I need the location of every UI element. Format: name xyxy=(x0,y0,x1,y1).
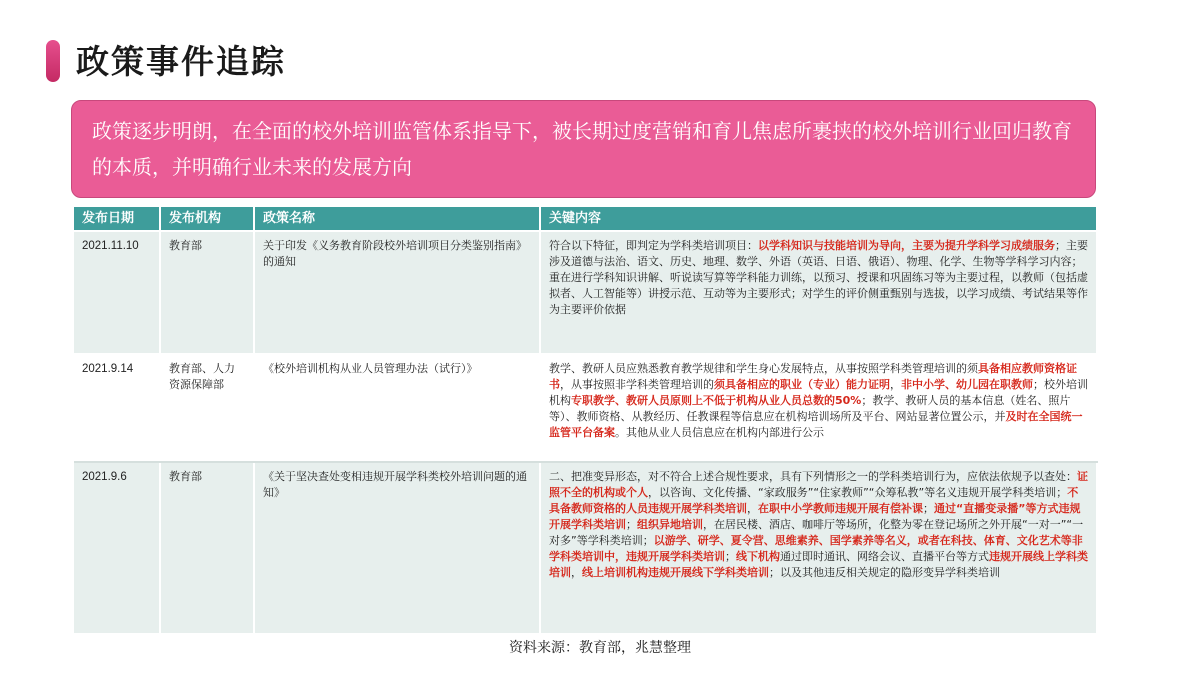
highlighted-text: 通过“直播变录播”等方式违规开展学科类培训 xyxy=(549,502,1081,531)
highlighted-text: 在职中小学教师违规开展有偿补课 xyxy=(758,502,923,515)
table-row xyxy=(74,354,1097,462)
content-text: ，在居民楼、酒店、咖啡厅等场所，化整为零在登记场所之外开展“一对一”“一对多”等学科类培训； xyxy=(549,518,1084,547)
highlighted-text: 具备相应教师资格证书 xyxy=(549,362,1077,391)
cell-policy-name: 《关于坚决查处变相违规开展学科类校外培训问题的通知》 xyxy=(254,462,540,634)
highlighted-text: 线下机构 xyxy=(736,550,780,563)
content-text: 二、把准变异形态，对不符合上述合规性要求，具有下列情形之一的学科类培训行为，应依法依规予以查处： xyxy=(549,470,1077,483)
highlighted-text: 组织异地培训 xyxy=(637,518,703,531)
cell-date: 2021.9.6 xyxy=(74,462,160,634)
content-text: ；主要涉及道德与法治、语文、历史、地理、数学、外语（英语、日语、俄语）、物理、化学、生物等学科学习内容；重在进行学科知识讲解、听说读写算等学科能力训练，以预习、授课和巩固练习等为主要过程，以教师（包括虚拟者、人工智能等）讲授示范、互动等为主要形式；对学生的评价侧重甄别与选拔，以学习成绩、考试结果等作为主要评价依据 xyxy=(549,239,1088,316)
table-row xyxy=(74,231,1097,354)
highlighted-text: 以游学、研学、夏令营、思维素养、国学素养等名义，或者在科技、体育、文化艺术等非学科类培训中，违规开展学科类培训 xyxy=(549,534,1083,563)
source-note: 资料来源：教育部，兆慧整理 xyxy=(509,640,691,656)
highlighted-text: 专职教学、教研人员原则上不低于机构从业人员总数的50% xyxy=(571,394,862,407)
cell-date: 2021.11.10 xyxy=(74,231,160,354)
cell-agency: 教育部 xyxy=(160,231,254,354)
title-accent-bar xyxy=(46,40,60,82)
column-header-date: 发布日期 xyxy=(74,207,160,231)
highlighted-text: 须具备相应的职业（专业）能力证明 xyxy=(714,378,890,391)
content-text: 符合以下特征，即判定为学科类培训项目： xyxy=(549,239,758,252)
content-text: ，从事按照非学科类管理培训的 xyxy=(560,378,714,391)
highlighted-text: 违规开展线上学科类培训 xyxy=(549,550,1088,579)
highlighted-text: 线上培训机构违规开展线下学科类培训 xyxy=(582,566,769,579)
column-header-policy-name: 政策名称 xyxy=(254,207,540,231)
content-text: ； xyxy=(725,550,736,563)
column-header-agency: 发布机构 xyxy=(160,207,254,231)
cell-key-content xyxy=(540,231,1097,354)
cell-key-content xyxy=(540,354,1097,462)
summary-banner xyxy=(71,100,1096,198)
content-text: ， xyxy=(571,566,582,579)
content-text: ，以咨询、文化传播、“家政服务”“住家教师”“众筹私教”等名义违规开展学科类培训； xyxy=(648,486,1068,499)
page-title: 政策事件追踪 xyxy=(76,42,286,81)
highlighted-text: 非中小学、幼儿园在职教师 xyxy=(901,378,1033,391)
content-text: ； xyxy=(923,502,934,515)
highlighted-text: 证照不全的机构或个人 xyxy=(549,470,1088,499)
cell-key-content xyxy=(540,462,1097,634)
cell-policy-name: 《校外培训机构从业人员管理办法（试行）》 xyxy=(254,354,540,462)
highlighted-text: 不具备教师资格的人员违规开展学科类培训 xyxy=(549,486,1079,515)
cell-policy-name: 关于印发《义务教育阶段校外培训项目分类鉴别指南》的通知 xyxy=(254,231,540,354)
table-row xyxy=(74,462,1097,634)
content-text: 教学、教研人员应熟悉教育教学规律和学生身心发展特点，从事按照学科类管理培训的须 xyxy=(549,362,978,375)
content-text: 通过即时通讯、网络会议、直播平台等方式 xyxy=(780,550,989,563)
column-header-key-content: 关键内容 xyxy=(540,207,1097,231)
content-text: ； xyxy=(626,518,637,531)
cell-date: 2021.9.14 xyxy=(74,354,160,462)
table-header-row xyxy=(74,207,1097,231)
content-text: ；校外培训机构 xyxy=(549,378,1088,407)
content-text: ；以及其他违反相关规定的隐形变异学科类培训 xyxy=(769,566,1000,579)
content-text: ， xyxy=(890,378,901,391)
policy-table xyxy=(74,207,1098,635)
content-text: ；教学、教研人员的基本信息（姓名、照片等）、教师资格、从教经历、任教课程等信息应在机构培训场所及平台、网站显著位置公示，并 xyxy=(549,394,1071,423)
highlighted-text: 以学科知识与技能培训为导向，主要为提升学科学习成绩服务 xyxy=(758,239,1055,252)
content-text: ， xyxy=(747,502,758,515)
content-text: 。其他从业人员信息应在机构内部进行公示 xyxy=(615,426,824,439)
cell-agency: 教育部、人力资源保障部 xyxy=(160,354,254,462)
summary-text: 政策逐步明朗，在全面的校外培训监管体系指导下，被长期过度营销和育儿焦虑所裹挟的校外培训行业回归教育的本质，并明确行业未来的发展方向 xyxy=(92,119,1072,179)
cell-agency: 教育部 xyxy=(160,462,254,634)
highlighted-text: 及时在全国统一监管平台备案 xyxy=(549,410,1083,439)
